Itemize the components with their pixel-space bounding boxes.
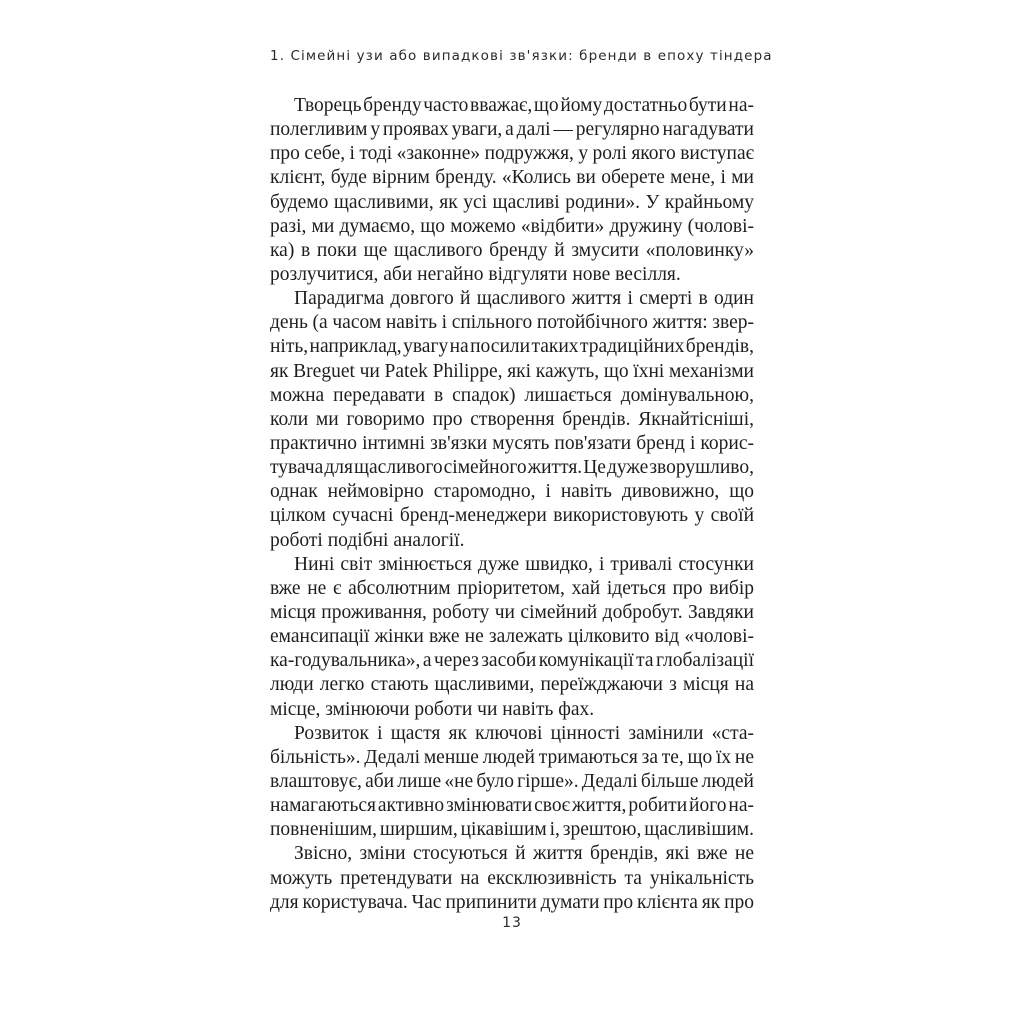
text-line: для користувача. Час припинити думати про клієнта як про [270, 891, 754, 913]
page-number: 13 [502, 915, 522, 931]
text-line: клієнт, буде вірним бренду. «Колись ви оберете мене, і ми [270, 167, 754, 189]
text-line: Творець бренду часто вважає, що йому достатньо бути на- [294, 95, 754, 116]
paragraph-5 [270, 842, 754, 914]
paragraph-1 [270, 94, 754, 287]
paragraph-2 [270, 287, 754, 553]
text-line: полегливим у проявах уваги, а далі — регулярно нагадувати [270, 119, 754, 141]
text-line: ка-годувальника», а через засоби комунікації та глобалізації [270, 650, 754, 672]
text-line: намагаються активно змінювати своє життя, робити його на- [270, 795, 754, 817]
text-line: можуть претендувати на ексклюзивність та унікальність [270, 867, 754, 889]
text-line: ніть, наприклад, увагу на посили таких традиційних брендів, [270, 336, 754, 358]
text-line: повненішим, ширшим, цікавішим і, зрештою, щасливішим. [270, 819, 754, 841]
running-head: 1. Сімейні узи або випадкові зв'язки: бренди в епоху тіндера [270, 48, 773, 64]
text-line: практично інтимні зв'язки мусять пов'язати бренд і корис- [270, 432, 754, 454]
text-line: як Breguet чи Patek Philippe, які кажуть, що їхні механізми [270, 360, 754, 382]
text-line: тувача для щасливого сімейного життя. Це дуже зворушливо, [270, 457, 754, 479]
text-line: можна передавати в спадок) лишається домінувальною, [270, 384, 754, 406]
text-line: однак неймовірно старомодно, і навіть дивовижно, що [270, 481, 754, 503]
text-line: місця проживання, роботу чи сімейний добробут. Завдяки [270, 601, 754, 623]
text-line: роботі подібні аналогії. [270, 529, 465, 551]
paragraph-4 [270, 722, 754, 843]
text-line: емансипації жінки вже не залежать цілковито від «чолові- [270, 626, 754, 648]
text-line: розлучитися, аби негайно відгуляти нове весілля. [270, 263, 681, 285]
text-line: Нині світ змінюється дуже швидко, і тривалі стосунки [294, 553, 754, 575]
text-line: Парадигма довгого й щасливого життя і смерті в один [294, 288, 754, 310]
text-line: люди легко стають щасливими, переїжджаючи з місця на [270, 674, 754, 696]
text-line: разі, ми думаємо, що можемо «відбити» дружину (чолові- [270, 215, 754, 237]
paragraph-3 [270, 553, 754, 722]
text-line: цілком сучасні бренд-менеджери використовують у своїй [270, 505, 754, 527]
text-line: влаштовує, аби лише «не було гірше». Дедалі більше людей [270, 770, 754, 792]
text-line: вже не є абсолютним пріоритетом, хай ідеться про вибір [270, 577, 754, 599]
body-text [270, 94, 754, 915]
text-line: більність». Дедалі менше людей тримаються за те, що їх не [270, 746, 754, 768]
text-line: про себе, і тоді «законне» подружжя, у ролі якого виступає [270, 143, 754, 165]
text-line: місце, змінюючи роботи чи навіть фах. [270, 698, 595, 720]
text-line: день (а часом навіть і спільного потойбічного життя: звер- [270, 312, 754, 334]
text-line: будемо щасливими, як усі щасливі родини». У крайньому [270, 191, 754, 213]
text-line: Розвиток і щастя як ключові цінності замінили «ста- [294, 722, 754, 744]
text-line: ка) в поки ще щасливого бренду й змусити «половинку» [270, 239, 754, 261]
text-line: Звісно, зміни стосуються й життя брендів, які вже не [294, 843, 754, 865]
text-line: коли ми говоримо про створення брендів. Якнайтісніші, [270, 408, 754, 430]
